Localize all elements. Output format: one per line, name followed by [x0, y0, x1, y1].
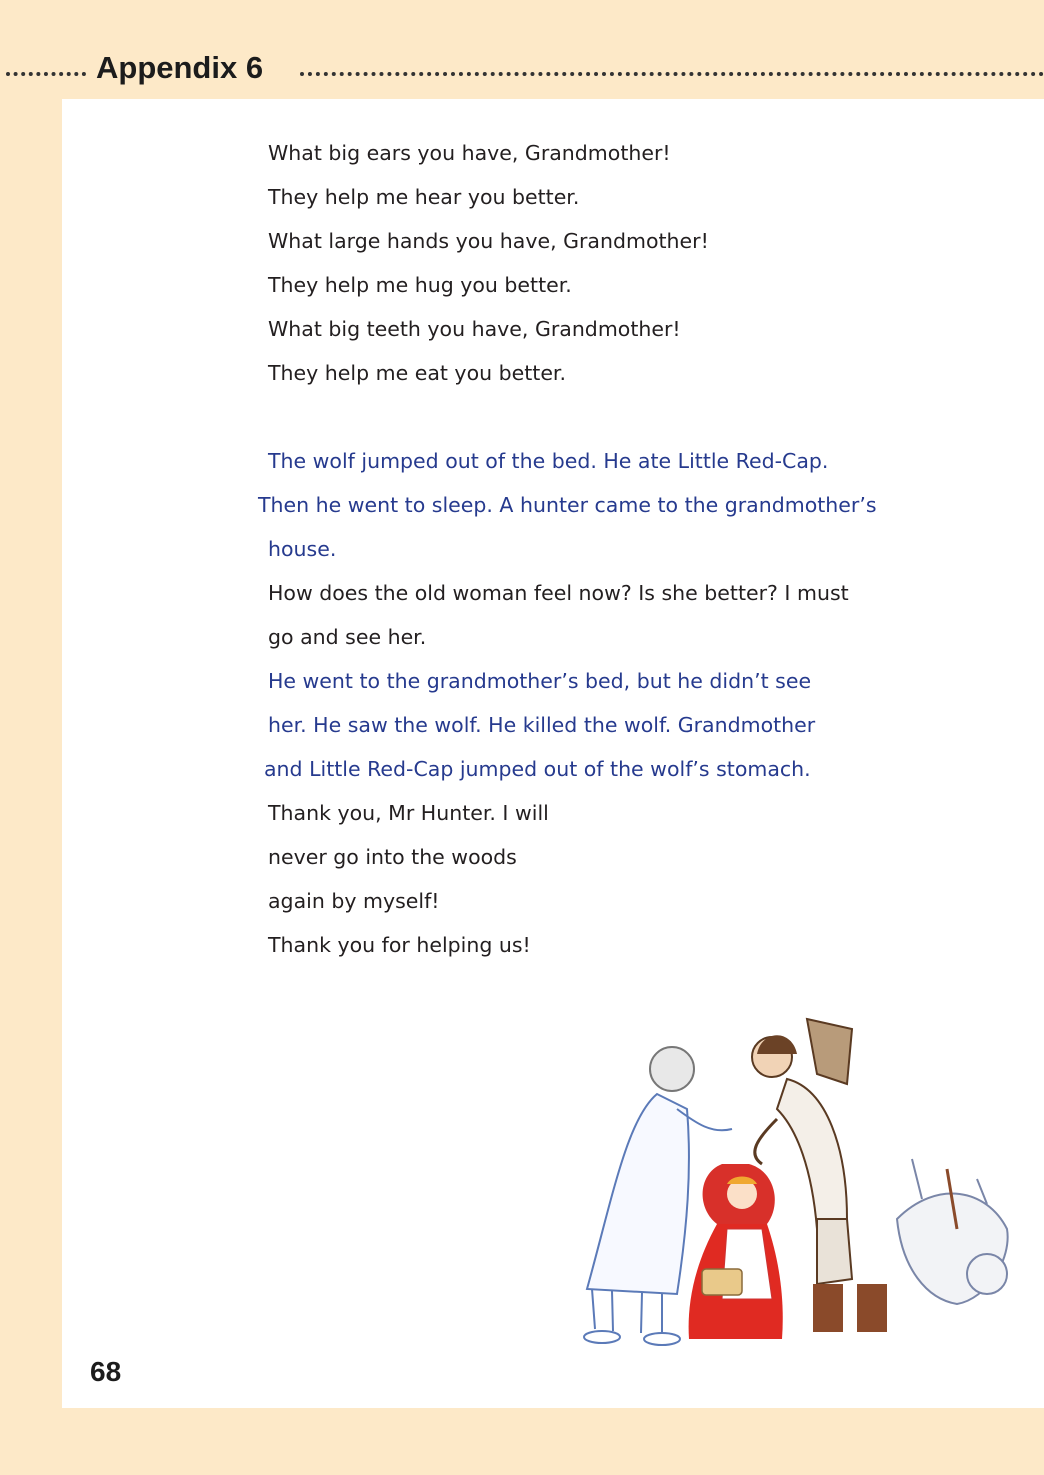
dialogue-text: Then he went to sleep. A hunter came to the grandmother’s	[258, 493, 877, 517]
appendix-title: Appendix 6	[96, 50, 264, 85]
little-red-cap-figure	[689, 1164, 783, 1339]
dotted-rule-right	[300, 72, 1044, 76]
content-page	[62, 99, 1044, 1408]
dialogue-text: They help me hear you better.	[268, 185, 580, 209]
page-number: 68	[90, 1356, 122, 1387]
page-header	[0, 48, 1044, 92]
dialogue-text: How does the old woman feel now? Is she better? I must	[268, 581, 849, 605]
dialogue-text: They help me eat you better.	[268, 361, 566, 385]
dialogue-text: The wolf jumped out of the bed. He ate Little Red-Cap.	[268, 449, 829, 473]
dialogue-text: He went to the grandmother’s bed, but he didn’t see	[268, 669, 812, 693]
dialogue-text: What big ears you have, Grandmother!	[268, 141, 671, 165]
dialogue-text: What large hands you have, Grandmother!	[268, 229, 709, 253]
dialogue-text: What big teeth you have, Grandmother!	[268, 317, 681, 341]
dialogue-text: never go into the woods	[268, 845, 517, 869]
dialogue-text: go and see her.	[268, 625, 427, 649]
story-illustration	[517, 999, 1017, 1359]
dialogue-text: Thank you for helping us!	[268, 933, 531, 957]
dialogue-text: her. He saw the wolf. He killed the wolf. Grandmother	[268, 713, 816, 737]
dialogue-text: They help me hug you better.	[268, 273, 572, 297]
dialogue-text: house.	[268, 537, 337, 561]
dialogue-text: again by myself!	[268, 889, 440, 913]
dialogue-text: and Little Red-Cap jumped out of the wolf’s stomach.	[264, 757, 811, 781]
dialogue-text: Thank you, Mr Hunter. I will	[268, 801, 549, 825]
wolf-figure	[897, 1159, 1008, 1304]
dotted-rule-left	[6, 72, 86, 76]
